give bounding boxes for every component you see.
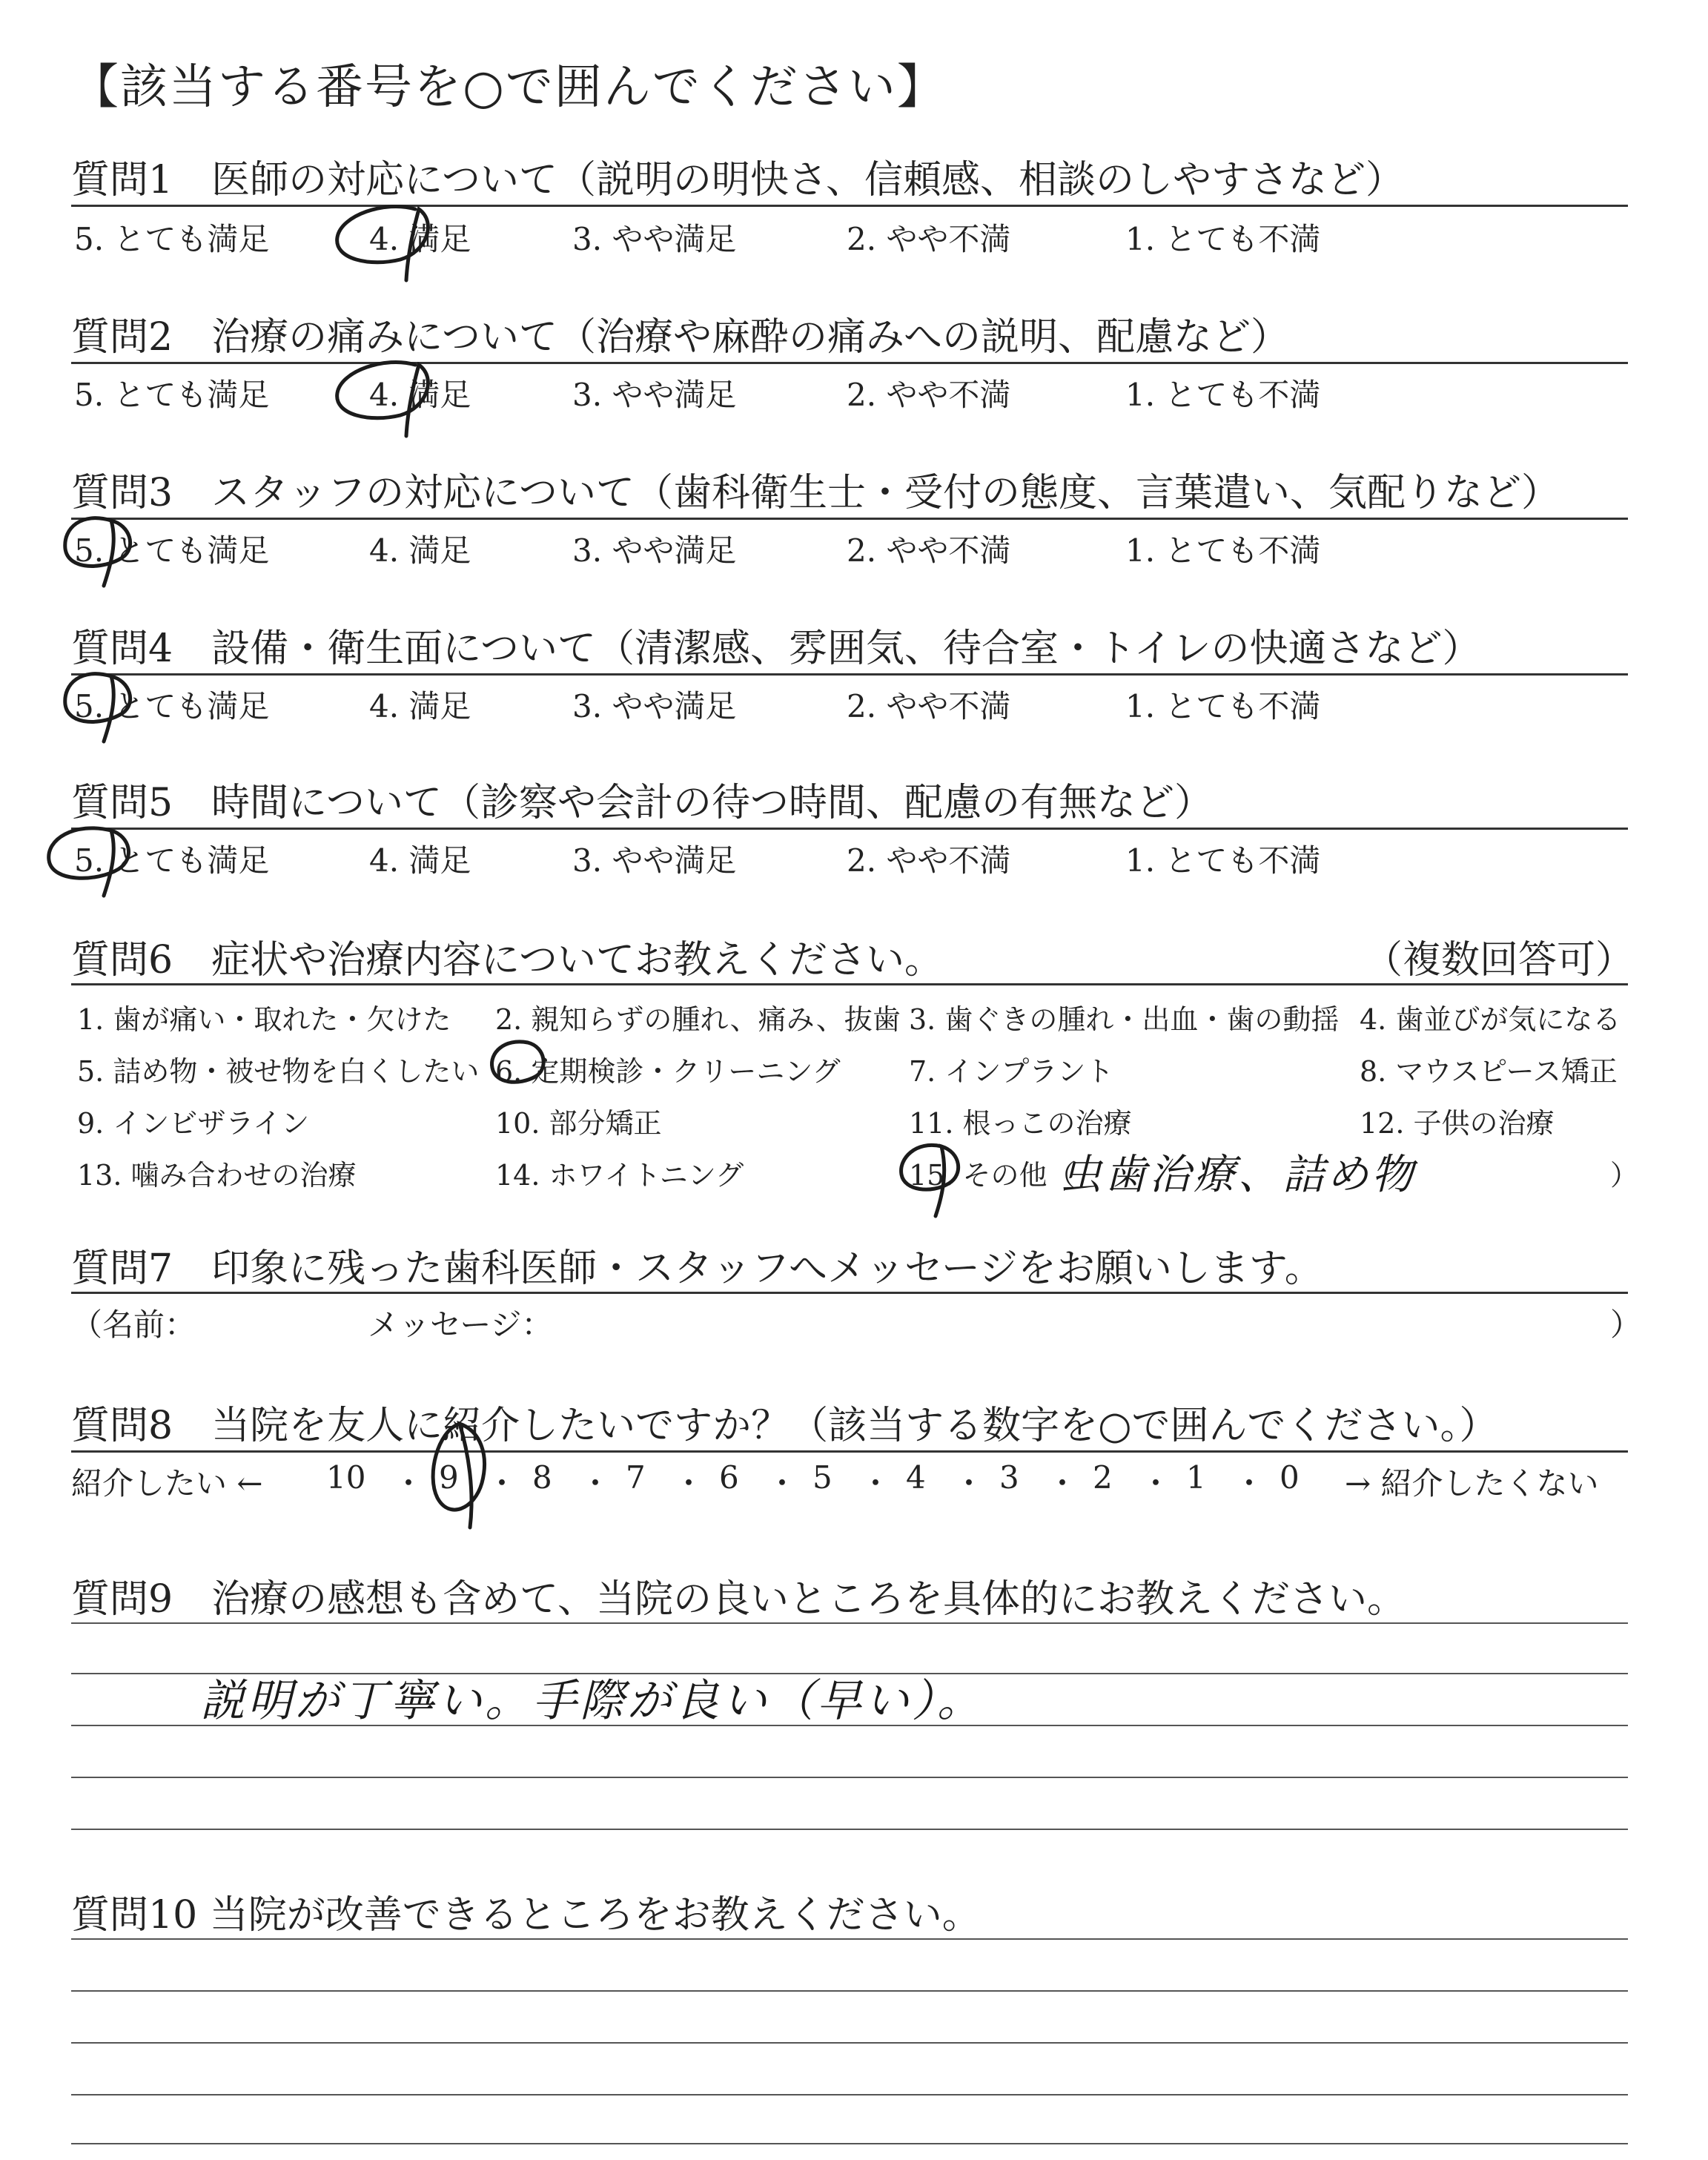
q10-line-2 <box>71 1990 1628 1992</box>
q8-scale-3[interactable]: 3 <box>999 1459 1019 1496</box>
q8-scale-0[interactable]: 0 <box>1280 1459 1300 1496</box>
q8-sep: ・ <box>1047 1465 1079 1502</box>
q9-line-1 <box>71 1622 1628 1624</box>
q10-line-3 <box>71 2042 1628 2044</box>
q8-sep: ・ <box>580 1465 612 1502</box>
q8-sep: ・ <box>1234 1465 1265 1502</box>
q6-option-13[interactable]: 13. 噛み合わせの治療 <box>77 1159 357 1192</box>
q4-option-2[interactable]: 2. やや不満 <box>847 688 1011 724</box>
q8-sep: ・ <box>1140 1465 1172 1502</box>
q5-option-3[interactable]: 3. やや満足 <box>572 842 737 879</box>
q1-option-2[interactable]: 2. やや不満 <box>847 221 1011 257</box>
q8-sep: ・ <box>860 1465 892 1502</box>
q6-option-5[interactable]: 5. 詰め物・被せ物を白くしたい <box>77 1055 480 1088</box>
q6-option-2[interactable]: 2. 親知らずの腫れ、痛み、抜歯 <box>495 1003 901 1036</box>
q1-option-3[interactable]: 3. やや満足 <box>572 221 737 257</box>
q2-option-5[interactable]: 5. とても満足 <box>74 377 270 413</box>
q8-left-label: 紹介したい ← <box>71 1465 263 1502</box>
q1-rule <box>71 205 1628 207</box>
q1-option-1[interactable]: 1. とても不満 <box>1125 221 1321 257</box>
q5-rule <box>71 828 1628 830</box>
q6-rule <box>71 983 1628 985</box>
q8-sep: ・ <box>673 1465 705 1502</box>
q8-sep: ・ <box>767 1465 798 1502</box>
q8-scale-9[interactable]: 9 <box>439 1459 459 1496</box>
q5-option-1[interactable]: 1. とても不満 <box>1125 842 1321 879</box>
q2-option-3[interactable]: 3. やや満足 <box>572 377 737 413</box>
q6-option-12[interactable]: 12. 子供の治療 <box>1360 1107 1555 1140</box>
q6-option-10[interactable]: 10. 部分矯正 <box>495 1107 662 1140</box>
q4-option-4[interactable]: 4. 満足 <box>369 688 471 724</box>
q8-rule <box>71 1450 1628 1453</box>
q3-option-1[interactable]: 1. とても不満 <box>1125 532 1321 569</box>
q3-rule <box>71 518 1628 520</box>
q8-sep: ・ <box>393 1465 425 1502</box>
q8-scale-5[interactable]: 5 <box>812 1459 833 1496</box>
q6-option-14[interactable]: 14. ホワイトニング <box>495 1159 744 1192</box>
q8-scale-8[interactable]: 8 <box>532 1459 552 1496</box>
q5-option-2[interactable]: 2. やや不満 <box>847 842 1011 879</box>
q3-option-5[interactable]: 5. とても満足 <box>74 532 270 569</box>
q7-name-label: （名前： <box>71 1307 196 1343</box>
page-title: 【該当する番号を○で囲んでください】 <box>71 60 946 115</box>
q5-heading: 質問5 時間について（診察や会計の待つ時間、配慮の有無など） <box>71 781 1214 825</box>
q4-option-5[interactable]: 5. とても満足 <box>74 688 270 724</box>
q8-scale-10[interactable]: 10 <box>326 1459 366 1496</box>
q7-rule <box>71 1292 1628 1294</box>
q8-sep: ・ <box>953 1465 985 1502</box>
q4-heading: 質問4 設備・衛生面について（清潔感、雰囲気、待合室・トイレの快適さなど） <box>71 627 1481 671</box>
q9-line-5 <box>71 1829 1628 1830</box>
q8-scale-7[interactable]: 7 <box>626 1459 646 1496</box>
q3-option-3[interactable]: 3. やや満足 <box>572 532 737 569</box>
q8-scale-1[interactable]: 1 <box>1186 1459 1206 1496</box>
q6-other-close: ） <box>1610 1159 1639 1192</box>
q8-sep: ・ <box>486 1465 518 1502</box>
q10-line-1 <box>71 1938 1628 1940</box>
q4-option-3[interactable]: 3. やや満足 <box>572 688 737 724</box>
q2-option-4[interactable]: 4. 満足 <box>369 377 471 413</box>
q7-close: ） <box>1610 1307 1642 1343</box>
q8-scale-2[interactable]: 2 <box>1093 1459 1113 1496</box>
q6-option-7[interactable]: 7. インプラント <box>909 1055 1114 1088</box>
q2-option-2[interactable]: 2. やや不満 <box>847 377 1011 413</box>
q5-option-4[interactable]: 4. 満足 <box>369 842 471 879</box>
q6-option-9[interactable]: 9. インビザライン <box>77 1107 310 1140</box>
q8-right-label: → 紹介したくない <box>1345 1465 1599 1502</box>
q2-option-1[interactable]: 1. とても不満 <box>1125 377 1321 413</box>
q8-heading: 質問8 当院を友人に紹介したいですか？（該当する数字を○で囲んでください。） <box>71 1404 1498 1448</box>
q6-option-6[interactable]: 6. 定期検診・クリーニング <box>495 1055 841 1088</box>
q6-option-8[interactable]: 8. マウスピース矯正 <box>1360 1055 1618 1088</box>
q2-heading: 質問2 治療の痛みについて（治療や麻酔の痛みへの説明、配慮など） <box>71 315 1290 360</box>
q6-option-1[interactable]: 1. 歯が痛い・取れた・欠けた <box>77 1003 451 1036</box>
q8-scale-6[interactable]: 6 <box>719 1459 739 1496</box>
q6-option-11[interactable]: 11. 根っこの治療 <box>909 1107 1132 1140</box>
q2-rule <box>71 362 1628 364</box>
q3-option-2[interactable]: 2. やや不満 <box>847 532 1011 569</box>
q6-other-handwritten[interactable]: 虫歯治療、詰め物 <box>1060 1151 1416 1199</box>
q1-option-5[interactable]: 5. とても満足 <box>74 221 270 257</box>
q10-line-4 <box>71 2094 1628 2095</box>
q3-option-4[interactable]: 4. 満足 <box>369 532 471 569</box>
q3-heading: 質問3 スタッフの対応について（歯科衛生士・受付の態度、言葉遣い、気配りなど） <box>71 471 1560 515</box>
q1-option-4[interactable]: 4. 満足 <box>369 221 471 257</box>
q7-message-label: メッセージ： <box>368 1307 553 1343</box>
q10-line-5 <box>71 2143 1628 2144</box>
q10-heading: 質問10 当院が改善できるところをお教えください。 <box>71 1893 981 1938</box>
q4-rule <box>71 673 1628 676</box>
q4-option-1[interactable]: 1. とても不満 <box>1125 688 1321 724</box>
q6-option-3[interactable]: 3. 歯ぐきの腫れ・出血・歯の動揺 <box>909 1003 1340 1036</box>
q6-heading: 質問6 症状や治療内容についてお教えください。 <box>71 938 944 982</box>
q6-option-15[interactable]: 15. その他（ <box>909 1159 1076 1192</box>
q9-line-4 <box>71 1777 1628 1778</box>
q5-option-5[interactable]: 5. とても満足 <box>74 842 270 879</box>
q7-heading: 質問7 印象に残った歯科医師・スタッフへメッセージをお願いします。 <box>71 1246 1323 1291</box>
q8-scale-4[interactable]: 4 <box>906 1459 926 1496</box>
q6-note: （複数回答可） <box>1364 938 1635 982</box>
q1-heading: 質問1 医師の対応について（説明の明快さ、信頼感、相談のしやすさなど） <box>71 158 1404 202</box>
q6-option-4[interactable]: 4. 歯並びが気になる <box>1360 1003 1621 1036</box>
q9-answer-handwritten[interactable]: 説明が丁寧い。手際が良い（早い）。 <box>200 1675 984 1727</box>
q9-heading: 質問9 治療の感想も含めて、当院の良いところを具体的にお教えください。 <box>71 1577 1406 1622</box>
